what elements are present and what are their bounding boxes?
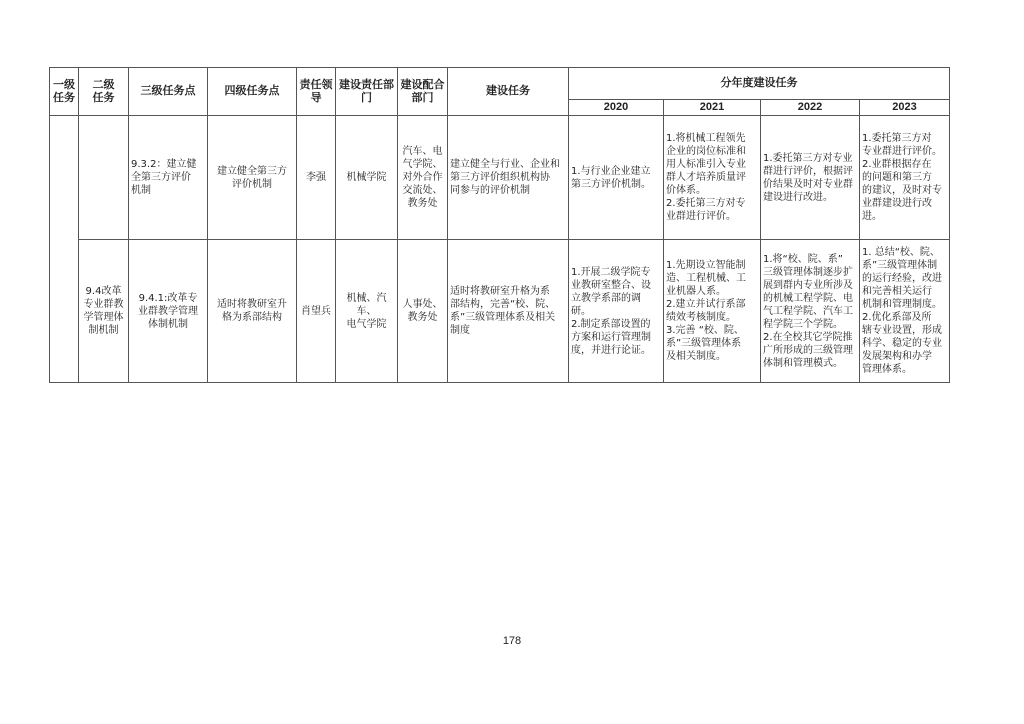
dept-cell: 机械、汽车、 电气学院 [336, 240, 398, 383]
level3-cell: 9.3.2：建立健 全第三方评价 机制 [129, 116, 208, 240]
year-2023-cell: 1.委托第三方对 专业群进行评价。 2.业群根据存在 的问题和第三方 的建议，及时对专 业群建设进行改 进。 [860, 116, 950, 240]
year-2021-cell: 1.将机械工程领先 企业的岗位标准和 用人标准引入专业 群人才培养质量评 价体系。 2.委托第三方对专 业群进行评价。 [664, 116, 761, 240]
task-cell: 建立健全与行业、企业和 第三方评价组织机构协 同参与的评价机制 [448, 116, 569, 240]
level3-cell: 9.4.1:改革专 业群教学管理 体制机制 [129, 240, 208, 383]
header-year-2021: 2021 [664, 100, 761, 116]
year-2021-cell: 1.先期设立智能制 造、工程机械、工 业机器人系。 2.建立并试行系部 绩效考核制度。 3.完善 “校、院、 系”三级管理体系 及相关制度。 [664, 240, 761, 383]
table-row [50, 240, 950, 383]
header-level2-task: 二级 任务 [79, 68, 129, 116]
leader-cell: 肖望兵 [297, 240, 336, 383]
year-2020-cell: 1.开展二级学院专 业教研室整合、设 立教学系部的调 研。 2.制定系部设置的 方案和运行管理制 度，并进行论证。 [569, 240, 664, 383]
dept-cell: 机械学院 [336, 116, 398, 240]
level2-cell: 9.4改革 专业群教 学管理体 制机制 [79, 240, 129, 383]
header-annual-tasks: 分年度建设任务 [569, 68, 950, 100]
table-row [50, 116, 950, 240]
header-year-2020: 2020 [569, 100, 664, 116]
header-cooperating-dept: 建设配合 部门 [398, 68, 448, 116]
year-2023-cell: 1. 总结“校、院、 系”三级管理体制 的运行经验，改进 和完善相关运行 机制和管理制度。 2.优化系部及所 辖专业设置，形成 科学、稳定的专业 发展架构和办学 管理体系。 [860, 240, 950, 383]
header-level1-task: 一级 任务 [50, 68, 79, 116]
header-year-2022: 2022 [761, 100, 860, 116]
header-level4-task: 四级任务点 [208, 68, 297, 116]
year-2022-cell: 1.将“校、院、系” 三级管理体制逐步扩 展到群内专业所涉及 的机械工程学院、电 气工程学院、汽车工 程学院三个学院。 2.在全校其它学院推 广所形成的三级管理 体制和管理模式。 [761, 240, 860, 383]
header-leader: 责任领 导 [297, 68, 336, 116]
construction-task-table [49, 67, 950, 383]
year-2022-cell: 1.委托第三方对专业 群进行评价，根据评 价结果及时对专业群 建设进行改进。 [761, 116, 860, 240]
header-responsible-dept: 建设责任部 门 [336, 68, 398, 116]
level4-cell: 建立健全第三方 评价机制 [208, 116, 297, 240]
coop-cell: 人事处、 教务处 [398, 240, 448, 383]
year-2020-cell: 1.与行业企业建立 第三方评价机制。 [569, 116, 664, 240]
leader-cell: 李强 [297, 116, 336, 240]
level1-cell [50, 116, 79, 383]
task-cell: 适时将教研室升格为系 部结构，完善“校、院、 系”三级管理体系及相关 制度 [448, 240, 569, 383]
header-construction-task: 建设任务 [448, 68, 569, 116]
header-year-2023: 2023 [860, 100, 950, 116]
coop-cell: 汽车、电 气学院、 对外合作 交流处、 教务处 [398, 116, 448, 240]
level2-cell [79, 116, 129, 240]
level4-cell: 适时将教研室升 格为系部结构 [208, 240, 297, 383]
header-level3-task: 三级任务点 [129, 68, 208, 116]
page-number: 178 [502, 635, 522, 647]
